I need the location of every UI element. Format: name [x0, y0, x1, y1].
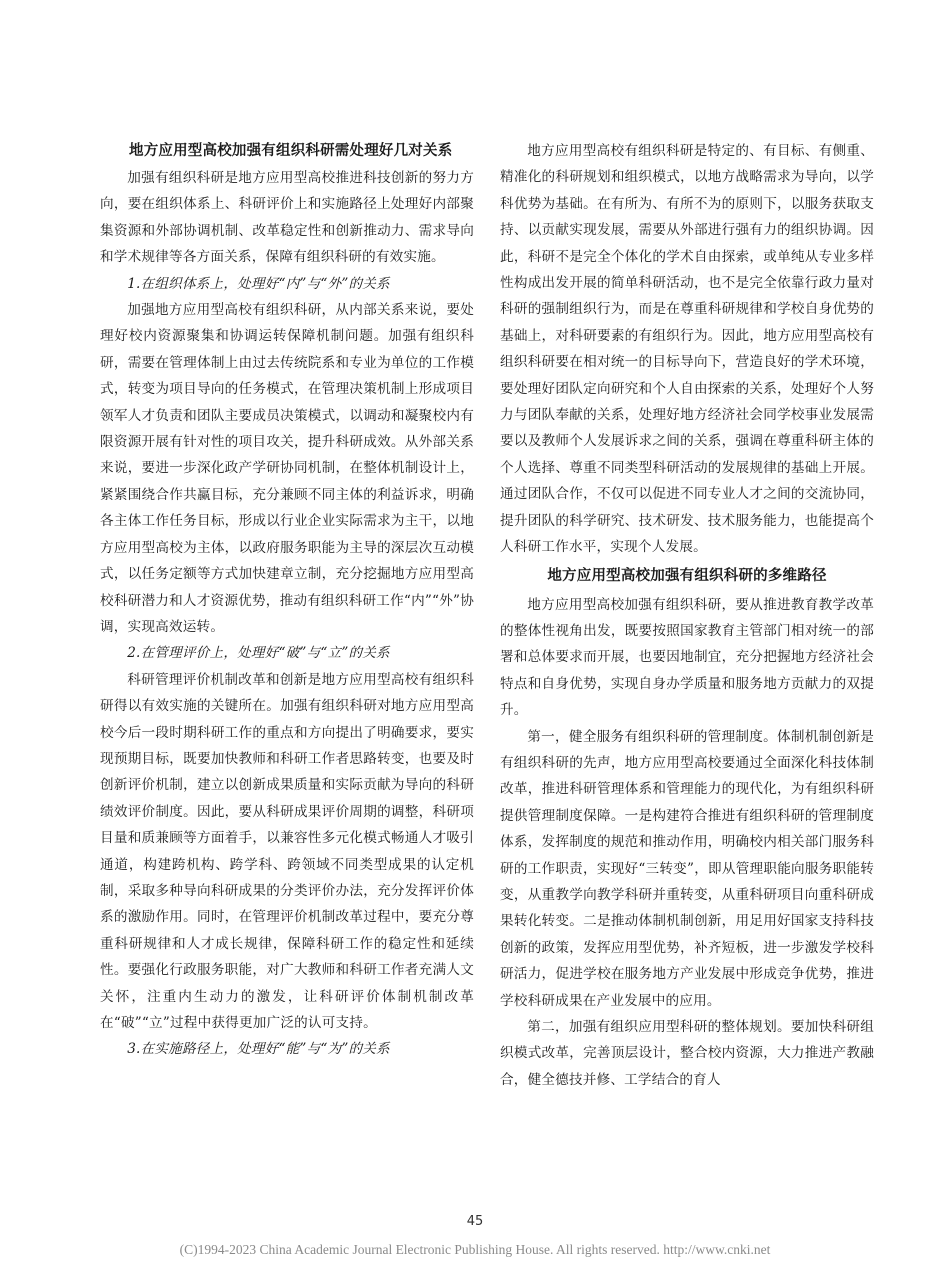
management-system-paragraph: 第一，健全服务有组织科研的管理制度。体制机制创新是有组织科研的先声，地方应用型高校要通过全面深化科技体制改革，推进科研管理体系和管理能力的现代化，为有组织科研提供管理制度保障。一是构建符合推进有组织科研的管理制度体系，发挥制度的规范和推动作用，明确校内相关部门服务科研的工作职责，实现好“三转变”，即从管理职能向服务职能转变，从重教学向教学科研并重转变，从重科研项目向重科研成果转化转变。二是推动体制机制创新，用足用好国家支持科技创新的政策，发挥应用型优势，补齐短板，进一步激发学校科研活力，促进学校在服务地方产业发展中形成竞争优势，推进学校科研成果在产业发展中的应用。: [500, 728, 874, 1009]
intro-paragraph: 加强有组织科研是地方应用型高校推进科技创新的努力方向，要在组织体系上、科研评价上和实施路径上处理好内部聚集资源和外部协调机制、改革稳定性和创新推动力、需求导向和学术规律等各方面关系，保障有组织科研的有效实施。: [100, 170, 474, 266]
section-heading-paths: 地方应用型高校加强有组织科研的多维路径: [547, 567, 827, 584]
organization-paragraph: 加强地方应用型高校有组织科研，从内部关系来说，要处理好校内资源聚集和协调运转保障机制问题。加强有组织科研，需要在管理体制上由过去传统院系和专业为单位的工作模式，转变为项目导向的任务模式，在管理决策机制上形成项目领军人才负责和团队主要成员决策模式，以调动和凝聚校内有限资源开展有针对性的项目攻关，提升科研成效。从外部关系来说，要进一步深化政产学研协同机制，在整体机制设计上，紧紧围绕合作共赢目标，充分兼顾不同主体的利益诉求，明确各主体工作任务目标，形成以行业企业实际需求为主干，以地方应用型高校为主体，以政府服务职能为主导的深层次互动模式，以任务定额等方式加快建章立制，充分挖掘地方应用型高校科研潜力和人才资源优势，推动有组织科研工作“内”“外”协调，实现高效运转。: [100, 302, 474, 635]
implementation-paragraph: 地方应用型高校有组织科研是特定的、有目标、有侧重、精准化的科研规划和组织模式，以地方战略需求为导向，以学科优势为基础。在有所为、有所不为的原则下，以服务获取支持、以贡献实现发展，需要从外部进行强有力的组织协调。因此，科研不是完全个体化的学术自由探索，或单纯从专业多样性构成出发开展的简单科研活动，也不是完全依靠行政力量对科研的强制组织行为，而是在尊重科研规律和学校自身优势的基础上，对科研要素的有组织行为。因此，地方应用型高校有组织科研要在相对统一的目标导向下，营造良好的学术环境，要处理好团队定向研究和个人自由探索的关系，处理好个人努力与团队奉献的关系，处理好地方经济社会同学校事业发展需要以及教师个人发展诉求之间的关系，强调在尊重科研主体的个人选择、尊重不同类型科研活动的发展规律的基础上开展。通过团队合作，不仅可以促进不同专业人才之间的交流协同，提升团队的科学研究、技术研发、技术服务能力，也能提高个人科研工作水平，实现个人发展。: [500, 143, 874, 556]
right-column: [500, 138, 874, 1093]
copyright-footer: (C)1994-2023 China Academic Journal Electronic Publishing House. All rights reserved. http://www.cnki.net: [179, 1242, 771, 1257]
paths-intro-paragraph: 地方应用型高校加强有组织科研，要从推进教育教学改革的整体性视角出发，既要按照国家教育主管部门相对统一的部署和总体要求而开展，也要因地制宜，充分把握地方经济社会特点和自身优势，实现自身办学质量和服务地方贡献力的双提升。: [500, 596, 874, 719]
subheading-organization: 1.在组织体系上，处理好“内”与“外”的关系: [127, 275, 390, 292]
page-number: 45: [466, 1214, 484, 1229]
subheading-implementation: 3.在实施路径上，处理好“能”与“为”的关系: [127, 1041, 390, 1058]
section-heading-relations: 地方应用型高校加强有组织科研需处理好几对关系: [129, 143, 453, 159]
planning-paragraph: 第二，加强有组织应用型科研的整体规划。要加快科研组织模式改革，完善顶层设计，整合校内资源，大力推进产教融合，健全德技并修、工学结合的育人: [500, 1019, 874, 1088]
left-column: [100, 138, 474, 1063]
subheading-evaluation: 2.在管理评价上，处理好“破”与“立”的关系: [127, 645, 390, 662]
evaluation-paragraph: 科研管理评价机制改革和创新是地方应用型高校有组织科研得以有效实施的关键所在。加强有组织科研对地方应用型高校今后一段时期科研工作的重点和方向提出了明确要求，要实现预期目标，既要加快教师和科研工作者思路转变，也要及时创新评价机制，建立以创新成果质量和实际贡献为导向的科研绩效评价制度。因此，要从科研成果评价周期的调整，科研项目量和质兼顾等方面着手，以兼容性多元化模式畅通人才吸引通道，构建跨机构、跨学科、跨领域不同类型成果的认定机制，采取多种导向科研成果的分类评价办法，充分发挥评价体系的激励作用。同时，在管理评价机制改革过程中，要充分尊重科研规律和人才成长规律，保障科研工作的稳定性和延续性。要强化行政服务职能，对广大教师和科研工作者充满人文关怀，注重内生动力的激发，让科研评价体制机制改革在“破”“立”过程中获得更加广泛的认可支持。: [100, 671, 474, 1031]
